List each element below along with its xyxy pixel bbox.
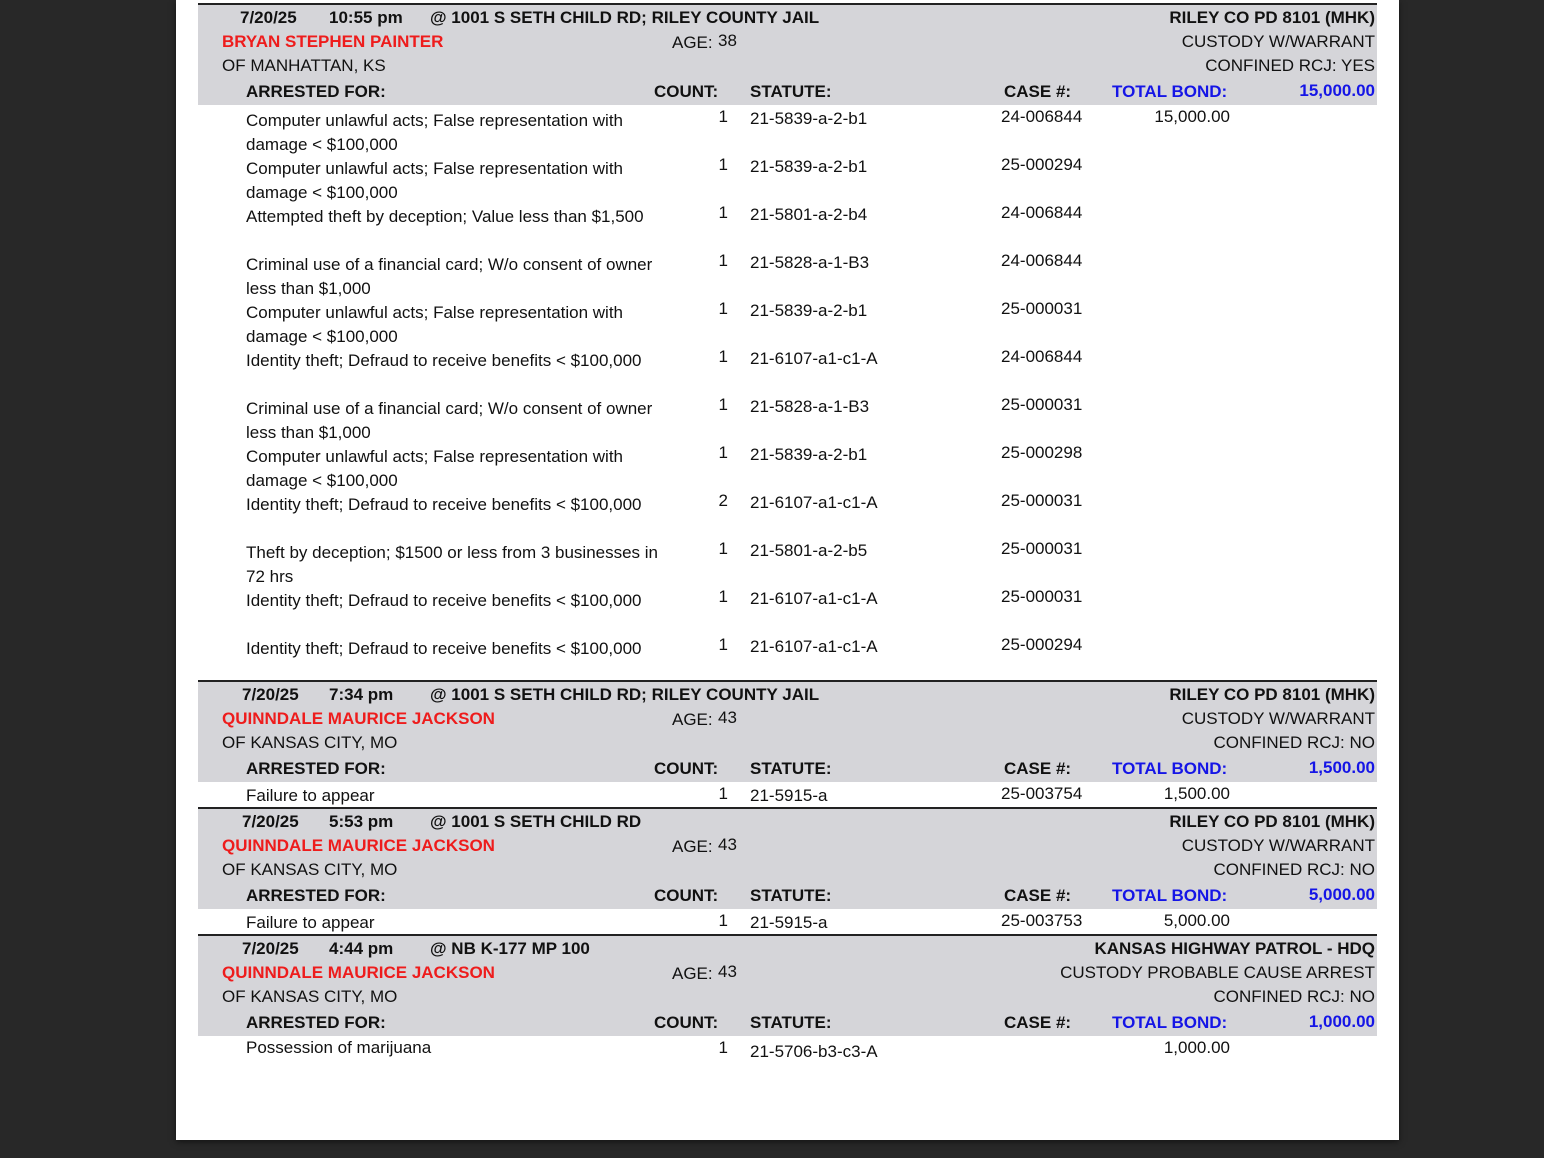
arrest-location: @ 1001 S SETH CHILD RD [430,812,642,831]
charge-case-number: 25-000294 [1001,635,1083,654]
charge-row [198,633,1377,681]
arrested-for-header: ARRESTED FOR: [246,1013,386,1032]
charge-row [198,153,1377,201]
arrest-location: @ 1001 S SETH CHILD RD; RILEY COUNTY JAIL [430,8,820,27]
charge-count: 1 [718,635,728,654]
charge-statute: 21-5839-a-2-b1 [750,157,868,176]
age-value: 43 [718,962,737,981]
charge-case-number: 25-000031 [1001,539,1083,558]
age-label: AGE: [672,33,713,52]
charge-case-number: 24-006844 [1001,203,1083,222]
charge-description: Identity theft; Defraud to receive benefits < $100,000 [246,495,642,514]
charge-row [198,201,1377,249]
charge-bond: 15,000.00 [1154,107,1230,126]
record-header [198,680,1377,782]
charge-description: Failure to appear [246,786,375,805]
charge-case-number: 25-000031 [1001,299,1083,318]
charge-case-number: 25-003753 [1001,911,1083,930]
count-header: COUNT: [654,82,719,101]
charge-statute: 21-5801-a-2-b5 [750,541,868,560]
charge-bond: 5,000.00 [1163,911,1230,930]
charges-list [198,105,1377,681]
arrest-location-clip [430,812,834,832]
charge-count: 1 [718,911,728,930]
charge-statute: 21-5839-a-2-b1 [750,301,868,320]
statute-header: STATUTE: [750,759,832,778]
charge-row [198,297,1377,345]
charge-description: Attempted theft by deception; Value less than $1,500 [246,207,644,226]
document-page [176,0,1399,1140]
charge-count: 1 [718,203,728,222]
arrest-date: 7/20/25 [242,685,299,704]
arrest-record [198,3,1377,681]
total-bond-value: 15,000.00 [1299,81,1375,100]
charge-description: Criminal use of a financial card; W/o consent of owner less than $1,000 [246,255,653,298]
charge-case-number: 25-000294 [1001,155,1083,174]
charge-row [198,489,1377,537]
charge-case-number: 25-000031 [1001,491,1083,510]
arrestee-name: QUINNDALE MAURICE JACKSON [222,963,495,982]
charge-case-number: 25-003754 [1001,784,1083,803]
charge-count: 1 [718,299,728,318]
statute-header: STATUTE: [750,1013,832,1032]
arrest-location-clip [430,939,834,959]
arrested-for-header: ARRESTED FOR: [246,886,386,905]
case-header: CASE #: [1004,886,1072,905]
arresting-agency: RILEY CO PD 8101 (MHK) [1169,685,1375,704]
arrested-for-header: ARRESTED FOR: [246,82,386,101]
charge-row [198,782,1377,808]
age-label: AGE: [672,710,713,729]
charge-case-number: 25-000031 [1001,395,1083,414]
charge-description: Failure to appear [246,913,375,932]
charge-statute: 21-5828-a-1-B3 [750,397,870,416]
charge-case-number: 24-006844 [1001,347,1083,366]
arrest-time: 10:55 pm [329,8,403,27]
charges-list [198,782,1377,808]
arrest-date: 7/20/25 [242,939,299,958]
residence: OF KANSAS CITY, MO [222,860,398,879]
arrest-date: 7/20/25 [240,8,297,27]
record-header [198,807,1377,909]
count-header: COUNT: [654,886,719,905]
case-header: CASE #: [1004,1013,1072,1032]
charge-row [198,909,1377,935]
charge-statute: 21-6107-a1-c1-A [750,589,878,608]
arrestee-name: QUINNDALE MAURICE JACKSON [222,709,495,728]
charge-description: Possession of marijuana [246,1038,432,1057]
charge-case-number: 25-000298 [1001,443,1083,462]
charge-count: 1 [718,587,728,606]
custody-status: CUSTODY W/WARRANT [1181,836,1375,855]
total-bond-value: 5,000.00 [1308,885,1375,904]
case-header: CASE #: [1004,759,1072,778]
charge-statute: 21-6107-a1-c1-A [750,493,878,512]
charge-row [198,249,1377,297]
confined-status: CONFINED RCJ: NO [1213,733,1375,752]
case-header: CASE #: [1004,82,1072,101]
charge-statute: 21-5839-a-2-b1 [750,109,868,128]
arrested-for-header: ARRESTED FOR: [246,759,386,778]
charge-case-number: 24-006844 [1001,107,1083,126]
charge-row [198,1036,1377,1062]
count-header: COUNT: [654,1013,719,1032]
charge-description: Computer unlawful acts; False representation with damage < $100,000 [246,303,624,346]
charge-count: 2 [718,491,728,510]
confined-status: CONFINED RCJ: NO [1213,987,1375,1006]
charge-description: Identity theft; Defraud to receive benefits < $100,000 [246,591,642,610]
arrest-time: 5:53 pm [329,812,394,831]
total-bond-value: 1,000.00 [1308,1012,1375,1031]
total-bond-header: TOTAL BOND: [1112,1013,1228,1032]
charge-bond: 1,500.00 [1163,784,1230,803]
charge-count: 1 [718,251,728,270]
charge-statute: 21-5915-a [750,786,828,805]
age-label: AGE: [672,837,713,856]
charge-statute: 21-5839-a-2-b1 [750,445,868,464]
arrest-date: 7/20/25 [242,812,299,831]
total-bond-header: TOTAL BOND: [1112,82,1228,101]
charge-statute: 21-6107-a1-c1-A [750,349,878,368]
residence: OF KANSAS CITY, MO [222,733,398,752]
confined-status: CONFINED RCJ: YES [1205,56,1375,75]
charge-count: 1 [718,347,728,366]
arresting-agency: KANSAS HIGHWAY PATROL - HDQ [1094,939,1375,958]
charge-count: 1 [718,107,728,126]
arrest-location: @ NB K-177 MP 100 [430,939,590,958]
charge-count: 1 [718,1038,728,1057]
charges-list [198,1036,1377,1062]
custody-status: CUSTODY W/WARRANT [1181,32,1375,51]
charge-statute: 21-6107-a1-c1-A [750,637,878,656]
charges-list [198,909,1377,935]
charge-row [198,345,1377,393]
charge-description: Computer unlawful acts; False representation with damage < $100,000 [246,111,624,154]
charge-bond: 1,000.00 [1163,1038,1230,1057]
statute-header: STATUTE: [750,82,832,101]
charge-case-number: 24-006844 [1001,251,1083,270]
charge-count: 1 [718,443,728,462]
arrestee-name: BRYAN STEPHEN PAINTER [222,32,444,51]
charge-count: 1 [718,395,728,414]
charge-statute: 21-5706-b3-c3-A [750,1042,878,1061]
arrest-location-clip [430,8,834,28]
charge-description: Identity theft; Defraud to receive benefits < $100,000 [246,639,642,658]
custody-status: CUSTODY W/WARRANT [1181,709,1375,728]
total-bond-header: TOTAL BOND: [1112,886,1228,905]
charge-count: 1 [718,539,728,558]
age-value: 43 [718,708,737,727]
charge-description: Computer unlawful acts; False representation with damage < $100,000 [246,447,624,490]
charge-count: 1 [718,784,728,803]
charge-description: Computer unlawful acts; False representation with damage < $100,000 [246,159,624,202]
arrest-record [198,934,1377,1062]
charge-row [198,441,1377,489]
arrest-record [198,807,1377,935]
charge-case-number: 25-000031 [1001,587,1083,606]
total-bond-header: TOTAL BOND: [1112,759,1228,778]
charge-row [198,393,1377,441]
residence: OF MANHATTAN, KS [222,56,386,75]
arrestee-name: QUINNDALE MAURICE JACKSON [222,836,495,855]
arresting-agency: RILEY CO PD 8101 (MHK) [1169,8,1375,27]
charge-statute: 21-5828-a-1-B3 [750,253,870,272]
arrest-location-clip [430,685,834,705]
age-value: 38 [718,31,737,50]
charge-row [198,105,1377,153]
record-header [198,934,1377,1036]
count-header: COUNT: [654,759,719,778]
charge-description: Identity theft; Defraud to receive benefits < $100,000 [246,351,642,370]
age-label: AGE: [672,964,713,983]
charge-count: 1 [718,155,728,174]
charge-statute: 21-5801-a-2-b4 [750,205,868,224]
statute-header: STATUTE: [750,886,832,905]
arrest-time: 4:44 pm [329,939,394,958]
confined-status: CONFINED RCJ: NO [1213,860,1375,879]
charge-description: Criminal use of a financial card; W/o consent of owner less than $1,000 [246,399,653,442]
custody-status: CUSTODY PROBABLE CAUSE ARREST [1060,963,1375,982]
charge-description: Theft by deception; $1500 or less from 3 businesses in 72 hrs [246,543,659,586]
record-header [198,3,1377,105]
charge-row [198,537,1377,585]
residence: OF KANSAS CITY, MO [222,987,398,1006]
total-bond-value: 1,500.00 [1308,758,1375,777]
arresting-agency: RILEY CO PD 8101 (MHK) [1169,812,1375,831]
charge-row [198,585,1377,633]
age-value: 43 [718,835,737,854]
arrest-record [198,680,1377,808]
arrest-location: @ 1001 S SETH CHILD RD; RILEY COUNTY JAIL [430,685,820,704]
charge-statute: 21-5915-a [750,913,828,932]
arrest-time: 7:34 pm [329,685,394,704]
